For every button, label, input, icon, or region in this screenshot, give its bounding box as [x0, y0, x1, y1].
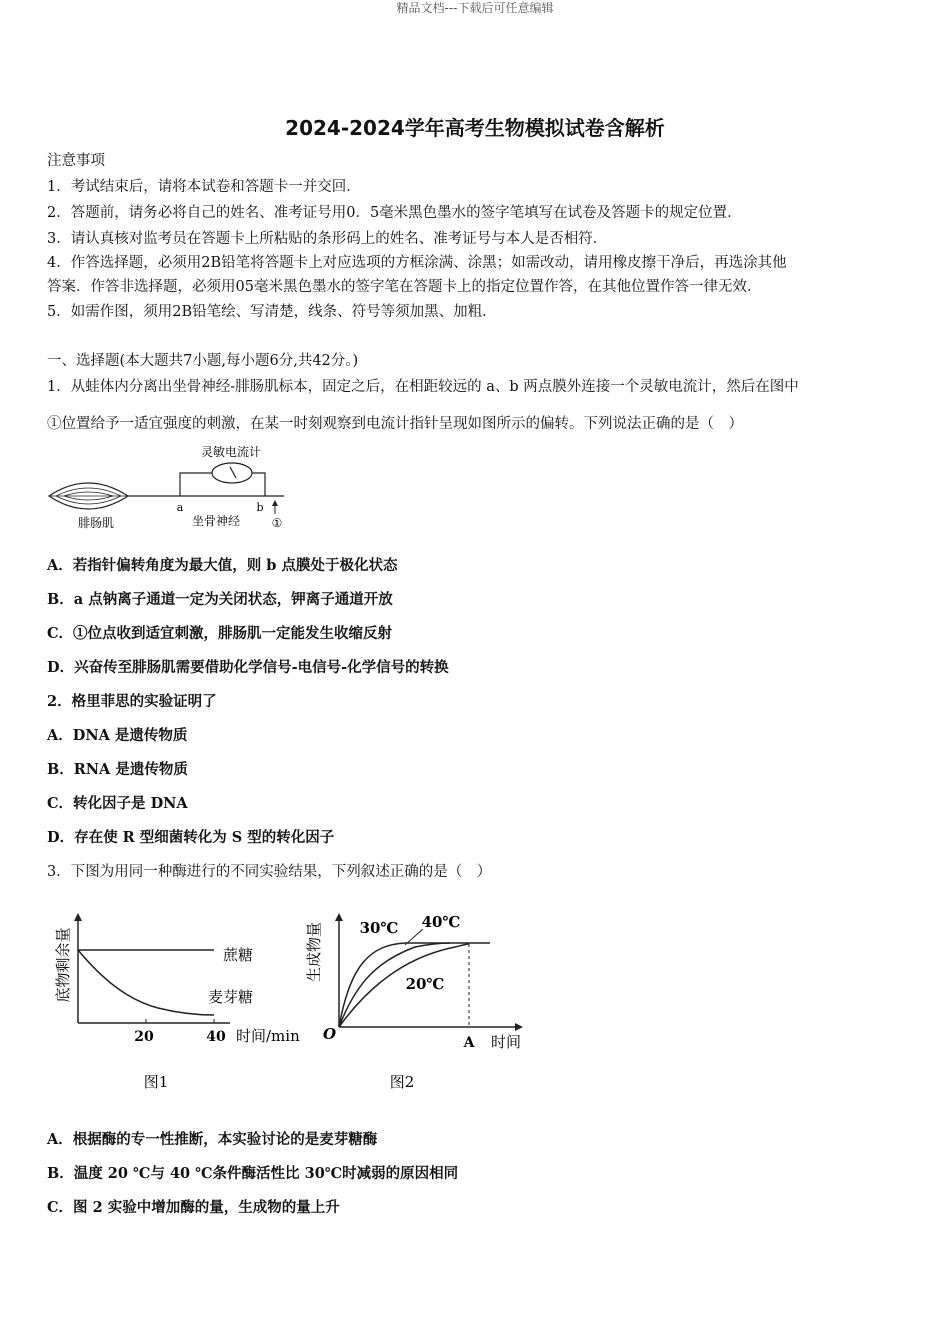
muscle-label: 腓肠肌 [77, 516, 115, 530]
section-heading: 一、选择题(本大题共7小题,每小题6分,共42分。) [47, 353, 359, 369]
y-axis-arrow-icon [335, 913, 343, 921]
fig2-caption: 图2 [389, 1073, 415, 1091]
q1-stem: 1．从蛙体内分离出坐骨神经-腓肠肌标本，固定之后，在相距较远的 a、b 两点膜外连接一个灵敏电流计，然后在图中 [47, 379, 799, 395]
label-40c: 40℃ [421, 913, 461, 931]
y-axis-arrow-icon [74, 913, 82, 921]
galvanometer-icon [212, 463, 252, 483]
q2-stem: 2．格里菲思的实验证明了 [47, 693, 217, 710]
mark-a-label: A [463, 1035, 475, 1051]
fig1-ylabel: 底物剩余量 [54, 927, 72, 1003]
stimulus-arrow-icon [272, 500, 278, 506]
point-a-label: a [176, 501, 184, 514]
q1-option-d: D．兴奋传至腓肠肌需要借助化学信号-电信号-化学信号的转换 [47, 659, 449, 676]
label-30c: 30℃ [359, 919, 399, 937]
notice-heading: 注意事项 [47, 153, 105, 169]
maltose-curve [78, 950, 214, 1015]
fig1-xlabel: 时间/min [236, 1027, 300, 1045]
q1-figure [46, 440, 291, 535]
notice-item: 1．考试结束后，请将本试卷和答题卡一并交回． [47, 179, 361, 195]
meter-label: 灵敏电流计 [200, 445, 262, 459]
muscle-shape [49, 483, 128, 509]
curve-20c [339, 944, 469, 1027]
q1-option-a: A．若指针偏转角度为最大值，则 b 点膜处于极化状态 [47, 557, 398, 574]
q3-stem: 3．下图为用同一种酶进行的不同实验结果，下列叙述正确的是（ ） [47, 864, 492, 880]
maltose-label: 麦芽糖 [208, 988, 254, 1006]
q2-option-d: D．存在使 R 型细菌转化为 S 型的转化因子 [47, 829, 335, 846]
q3-figure-1 [48, 905, 318, 1095]
origin-label: O [323, 1025, 337, 1043]
nerve-label: 坐骨神经 [191, 514, 241, 528]
point-b-label: b [256, 501, 264, 514]
x-axis-arrow-icon [515, 1023, 523, 1031]
fig1-tick-40: 40 [206, 1029, 226, 1045]
stimulus-mark: ① [271, 516, 283, 530]
q1-stem: ①位置给予一适宜强度的刺激，在某一时刻观察到电流计指针呈现如图所示的偏转。下列说法正确的是（ ） [47, 416, 743, 432]
notice-item: 4．作答选择题，必须用2B铅笔将答题卡上对应选项的方框涂满、涂黑；如需改动，请用橡皮擦干净后，再选涂其他 [47, 255, 787, 271]
page-header-note: 精品文档---下载后可任意编辑 [396, 1, 554, 15]
notice-item: 2．答题前，请务必将自己的姓名、准考证号用0．5毫米黑色墨水的签字笔填写在试卷及答题卡的规定位置． [47, 205, 742, 221]
q3-option-b: B．温度 20 ℃与 40 ℃条件酶活性比 30℃时减弱的原因相同 [47, 1165, 459, 1182]
q1-option-b: B．a 点钠离子通道一定为关闭状态，钾离子通道开放 [47, 591, 393, 608]
fig1-tick-20: 20 [134, 1029, 154, 1045]
notice-item: 答案．作答非选择题，必须用05毫米黑色墨水的签字笔在答题卡上的指定位置作答，在其他位置作答一律无效． [47, 279, 762, 295]
fig2-ylabel: 生成物量 [305, 921, 323, 983]
fig1-caption: 图1 [143, 1073, 169, 1091]
q1-option-c: C．①位点收到适宜刺激，腓肠肌一定能发生收缩反射 [47, 625, 393, 642]
q2-option-a: A．DNA 是遗传物质 [47, 727, 188, 744]
notice-item: 3．请认真核对监考员在答题卡上所粘贴的条形码上的姓名、准考证号与本人是否相符． [47, 231, 608, 247]
notice-item: 5．如需作图，须用2B铅笔绘、写清楚，线条、符号等须加黑、加粗． [47, 304, 497, 320]
fig2-xlabel: 时间 [491, 1033, 522, 1051]
document-title: 2024-2024学年高考生物模拟试卷含解析 [285, 116, 665, 140]
sucrose-label: 蔗糖 [223, 946, 254, 964]
q2-option-c: C．转化因子是 DNA [47, 795, 188, 812]
q3-option-c: C．图 2 实验中增加酶的量，生成物的量上升 [47, 1199, 340, 1216]
q3-figure-2 [305, 905, 535, 1095]
label-20c: 20℃ [405, 975, 445, 993]
q3-option-a: A．根据酶的专一性推断，本实验讨论的是麦芽糖酶 [47, 1131, 378, 1148]
q2-option-b: B．RNA 是遗传物质 [47, 761, 188, 778]
